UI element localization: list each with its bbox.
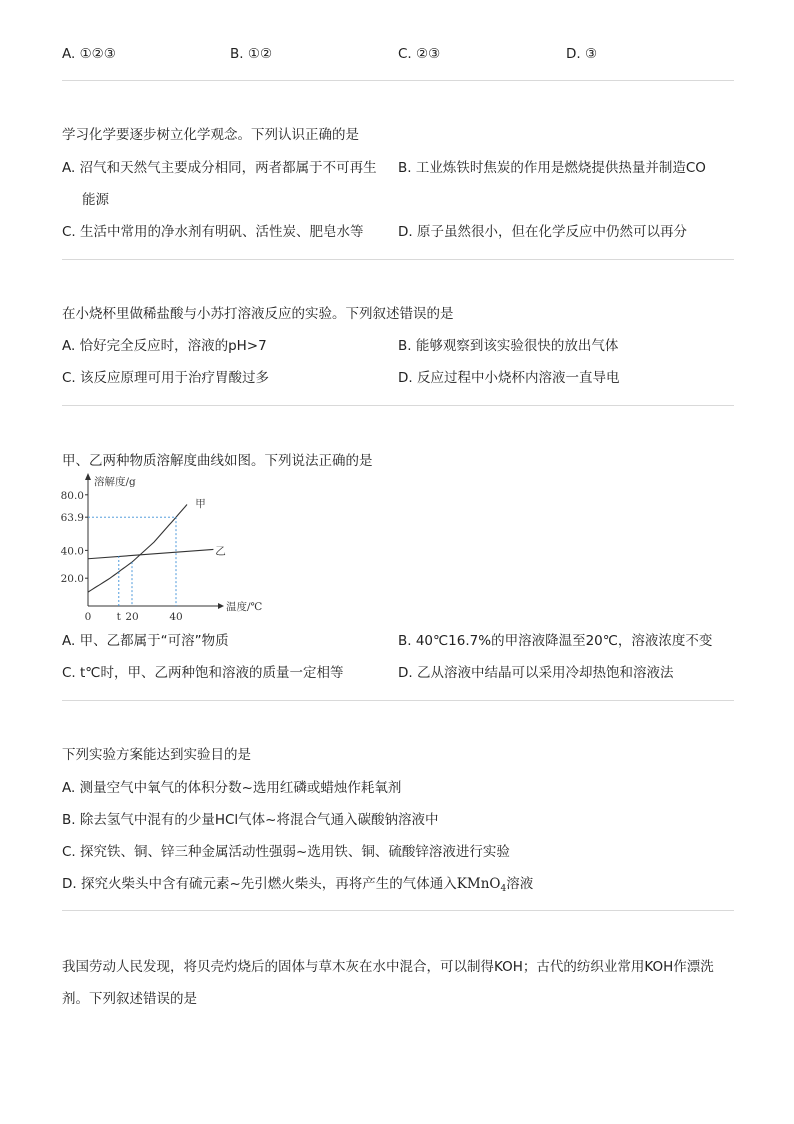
x-tick-label-0: 0 bbox=[84, 611, 92, 623]
y-axis-arrow bbox=[85, 473, 91, 480]
x-axis-arrow bbox=[218, 603, 224, 609]
y-axis-label: 溶解度/g bbox=[94, 476, 136, 488]
x-tick-label-1: 20 bbox=[125, 611, 139, 623]
kmno4-formula bbox=[457, 876, 506, 892]
solubility-chart bbox=[58, 470, 288, 625]
q4-stem: 甲、乙两种物质溶解度曲线如图。下列说法正确的是 bbox=[62, 453, 373, 469]
series-yi-label: 乙 bbox=[215, 545, 226, 558]
q5-option-b: B. 除去氢气中混有的少量HCl气体~将混合气通入碳酸钠溶液中 bbox=[62, 812, 439, 828]
divider bbox=[62, 259, 734, 260]
q2-option-d: D. 原子虽然很小，但在化学反应中仍然可以再分 bbox=[398, 224, 687, 240]
q3-stem: 在小烧杯里做稀盐酸与小苏打溶液反应的实验。下列叙述错误的是 bbox=[62, 306, 454, 322]
q4-option-c: C. t℃时，甲、乙两种饱和溶液的质量一定相等 bbox=[62, 665, 344, 681]
q5-option-d-text: D. 探究火柴头中含有硫元素~先引燃火柴头，再将产生的气体通入 bbox=[62, 876, 457, 892]
y-tick-label-1: 63.9 bbox=[60, 512, 84, 525]
q4-option-b: B. 40℃16.7%的甲溶液降温至20℃，溶液浓度不变 bbox=[398, 633, 713, 649]
divider bbox=[62, 700, 734, 701]
q4-option-a: A. 甲、乙都属于“可溶”物质 bbox=[62, 633, 229, 649]
q2-option-a: A. 沼气和天然气主要成分相同，两者都属于不可再生 bbox=[62, 160, 377, 176]
q4-option-d: D. 乙从溶液中结晶可以采用冷却热饱和溶液法 bbox=[398, 665, 674, 681]
kmno4-formula-main: KMnO bbox=[456, 876, 501, 892]
series-jia-curve bbox=[88, 505, 187, 593]
q5-option-a: A. 测量空气中氧气的体积分数~选用红磷或蜡烛作耗氧剂 bbox=[62, 780, 402, 796]
q3-option-d: D. 反应过程中小烧杯内溶液一直导电 bbox=[398, 370, 620, 386]
q1-option-a: A. ①②③ bbox=[62, 46, 116, 62]
y-tick-label-3: 20.0 bbox=[60, 573, 84, 586]
x-axis-label: 温度/℃ bbox=[226, 601, 263, 613]
q5-stem: 下列实验方案能达到实验目的是 bbox=[62, 747, 251, 763]
q6-stem-line2: 剂。下列叙述错误的是 bbox=[62, 991, 197, 1007]
q2-stem: 学习化学要逐步树立化学观念。下列认识正确的是 bbox=[62, 127, 359, 143]
series-yi-line bbox=[88, 549, 213, 558]
q2-option-b: B. 工业炼铁时焦炭的作用是燃烧提供热量并制造CO bbox=[398, 160, 706, 176]
divider bbox=[62, 405, 734, 406]
q3-option-a: A. 恰好完全反应时，溶液的pH>7 bbox=[62, 338, 267, 354]
x-tick-label-2: t bbox=[116, 611, 121, 623]
q3-option-c: C. 该反应原理可用于治疗胃酸过多 bbox=[62, 370, 270, 386]
y-tick-label-0: 80.0 bbox=[60, 489, 84, 502]
q1-option-c: C. ②③ bbox=[398, 46, 441, 62]
q5-option-c: C. 探究铁、铜、锌三种金属活动性强弱~选用铁、铜、硫酸锌溶液进行实验 bbox=[62, 844, 510, 860]
divider bbox=[62, 910, 734, 911]
q5-option-d bbox=[62, 872, 533, 894]
divider bbox=[62, 80, 734, 81]
q2-option-a-cont: 能源 bbox=[82, 192, 109, 208]
y-tick-label-2: 40.0 bbox=[60, 545, 84, 558]
q5-option-d-suffix: 溶液 bbox=[506, 876, 534, 892]
series-jia-label: 甲 bbox=[195, 498, 206, 511]
q1-option-d: D. ③ bbox=[566, 46, 598, 62]
q1-option-b: B. ①② bbox=[230, 46, 273, 62]
kmno4-formula-sub: 4 bbox=[500, 884, 507, 894]
q3-option-b: B. 能够观察到该实验很快的放出气体 bbox=[398, 338, 619, 354]
q6-stem-line1: 我国劳动人民发现，将贝壳灼烧后的固体与草木灰在水中混合，可以制得KOH；古代的纺织业常用KOH作漂洗 bbox=[62, 959, 714, 975]
x-tick-label-3: 40 bbox=[169, 611, 183, 623]
q2-option-c: C. 生活中常用的净水剂有明矾、活性炭、肥皂水等 bbox=[62, 224, 364, 240]
